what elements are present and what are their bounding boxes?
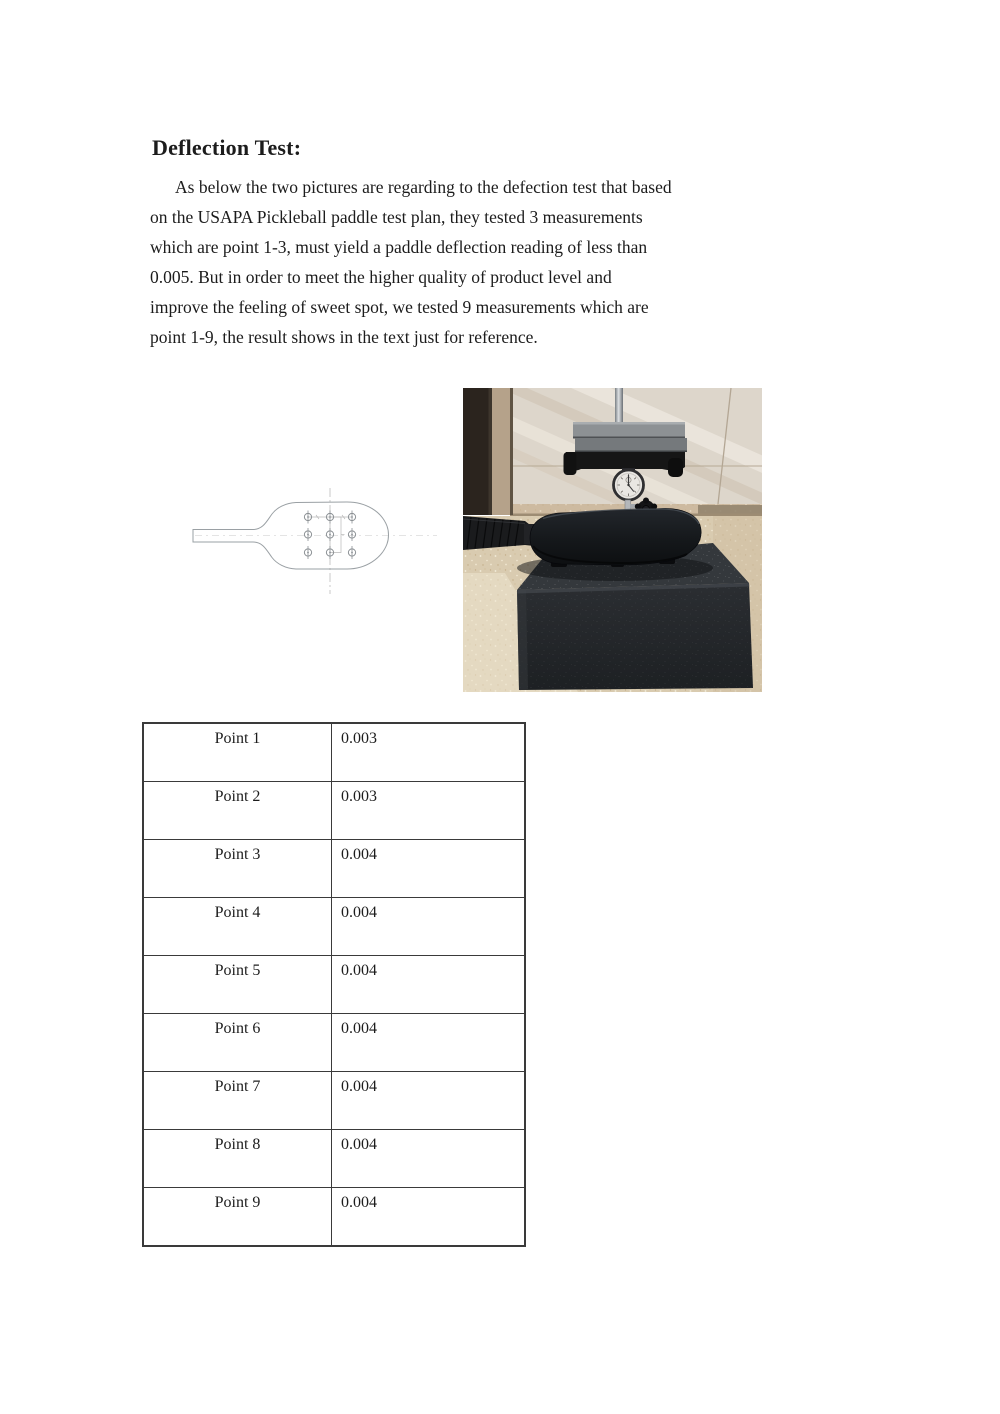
value-cell: 0.004 — [332, 1014, 526, 1072]
point-label-cell: Point 5 — [143, 956, 332, 1014]
paragraph-line: which are point 1-3, must yield a paddle deflection reading of less than — [150, 237, 648, 257]
table-row — [143, 1130, 525, 1188]
measurement-points — [304, 511, 355, 560]
point-label-cell: Point 7 — [143, 1072, 332, 1130]
point-label-cell: Point 8 — [143, 1130, 332, 1188]
deflection-results-table — [142, 722, 526, 1247]
test-setup-photo — [463, 388, 762, 692]
table-row — [143, 1188, 525, 1247]
paragraph-line: As below the two pictures are regarding to the defection test that based — [175, 177, 672, 197]
point-label-cell: Point 2 — [143, 782, 332, 840]
value-cell: 0.004 — [332, 956, 526, 1014]
point-label-cell: Point 1 — [143, 723, 332, 782]
paddle — [530, 508, 701, 567]
paddle-drawing-figure — [150, 388, 460, 692]
value-cell: 0.003 — [332, 782, 526, 840]
table-row — [143, 840, 525, 898]
value-cell: 0.004 — [332, 1130, 526, 1188]
value-cell: 0.003 — [332, 723, 526, 782]
steel-rod — [615, 388, 623, 426]
value-cell: 0.004 — [332, 1072, 526, 1130]
table-row — [143, 782, 525, 840]
paragraph-line: improve the feeling of sweet spot, we tested 9 measurements which are — [150, 297, 649, 317]
value-cell: 0.004 — [332, 840, 526, 898]
point-label-cell: Point 3 — [143, 840, 332, 898]
table-row — [143, 956, 525, 1014]
dial-indicator — [614, 468, 644, 500]
intro-paragraph — [150, 172, 790, 352]
value-cell: 0.004 — [332, 1188, 526, 1247]
center-lines — [195, 488, 437, 594]
page-title: Deflection Test: — [152, 135, 302, 160]
table-row — [143, 1014, 525, 1072]
point-label-cell: Point 6 — [143, 1014, 332, 1072]
paragraph-line: point 1-9, the result shows in the text just for reference. — [150, 327, 538, 347]
point-label-cell: Point 9 — [143, 1188, 332, 1247]
cabinet — [463, 388, 513, 515]
table-row — [143, 898, 525, 956]
paddle-handle — [463, 516, 535, 550]
paragraph-line: on the USAPA Pickleball paddle test plan, they tested 3 measurements — [150, 207, 643, 227]
table-row — [143, 1072, 525, 1130]
table-row — [143, 723, 525, 782]
value-cell: 0.004 — [332, 898, 526, 956]
point-label-cell: Point 4 — [143, 898, 332, 956]
paragraph-line: 0.005. But in order to meet the higher quality of product level and — [150, 267, 612, 287]
weight-blocks — [573, 422, 687, 452]
